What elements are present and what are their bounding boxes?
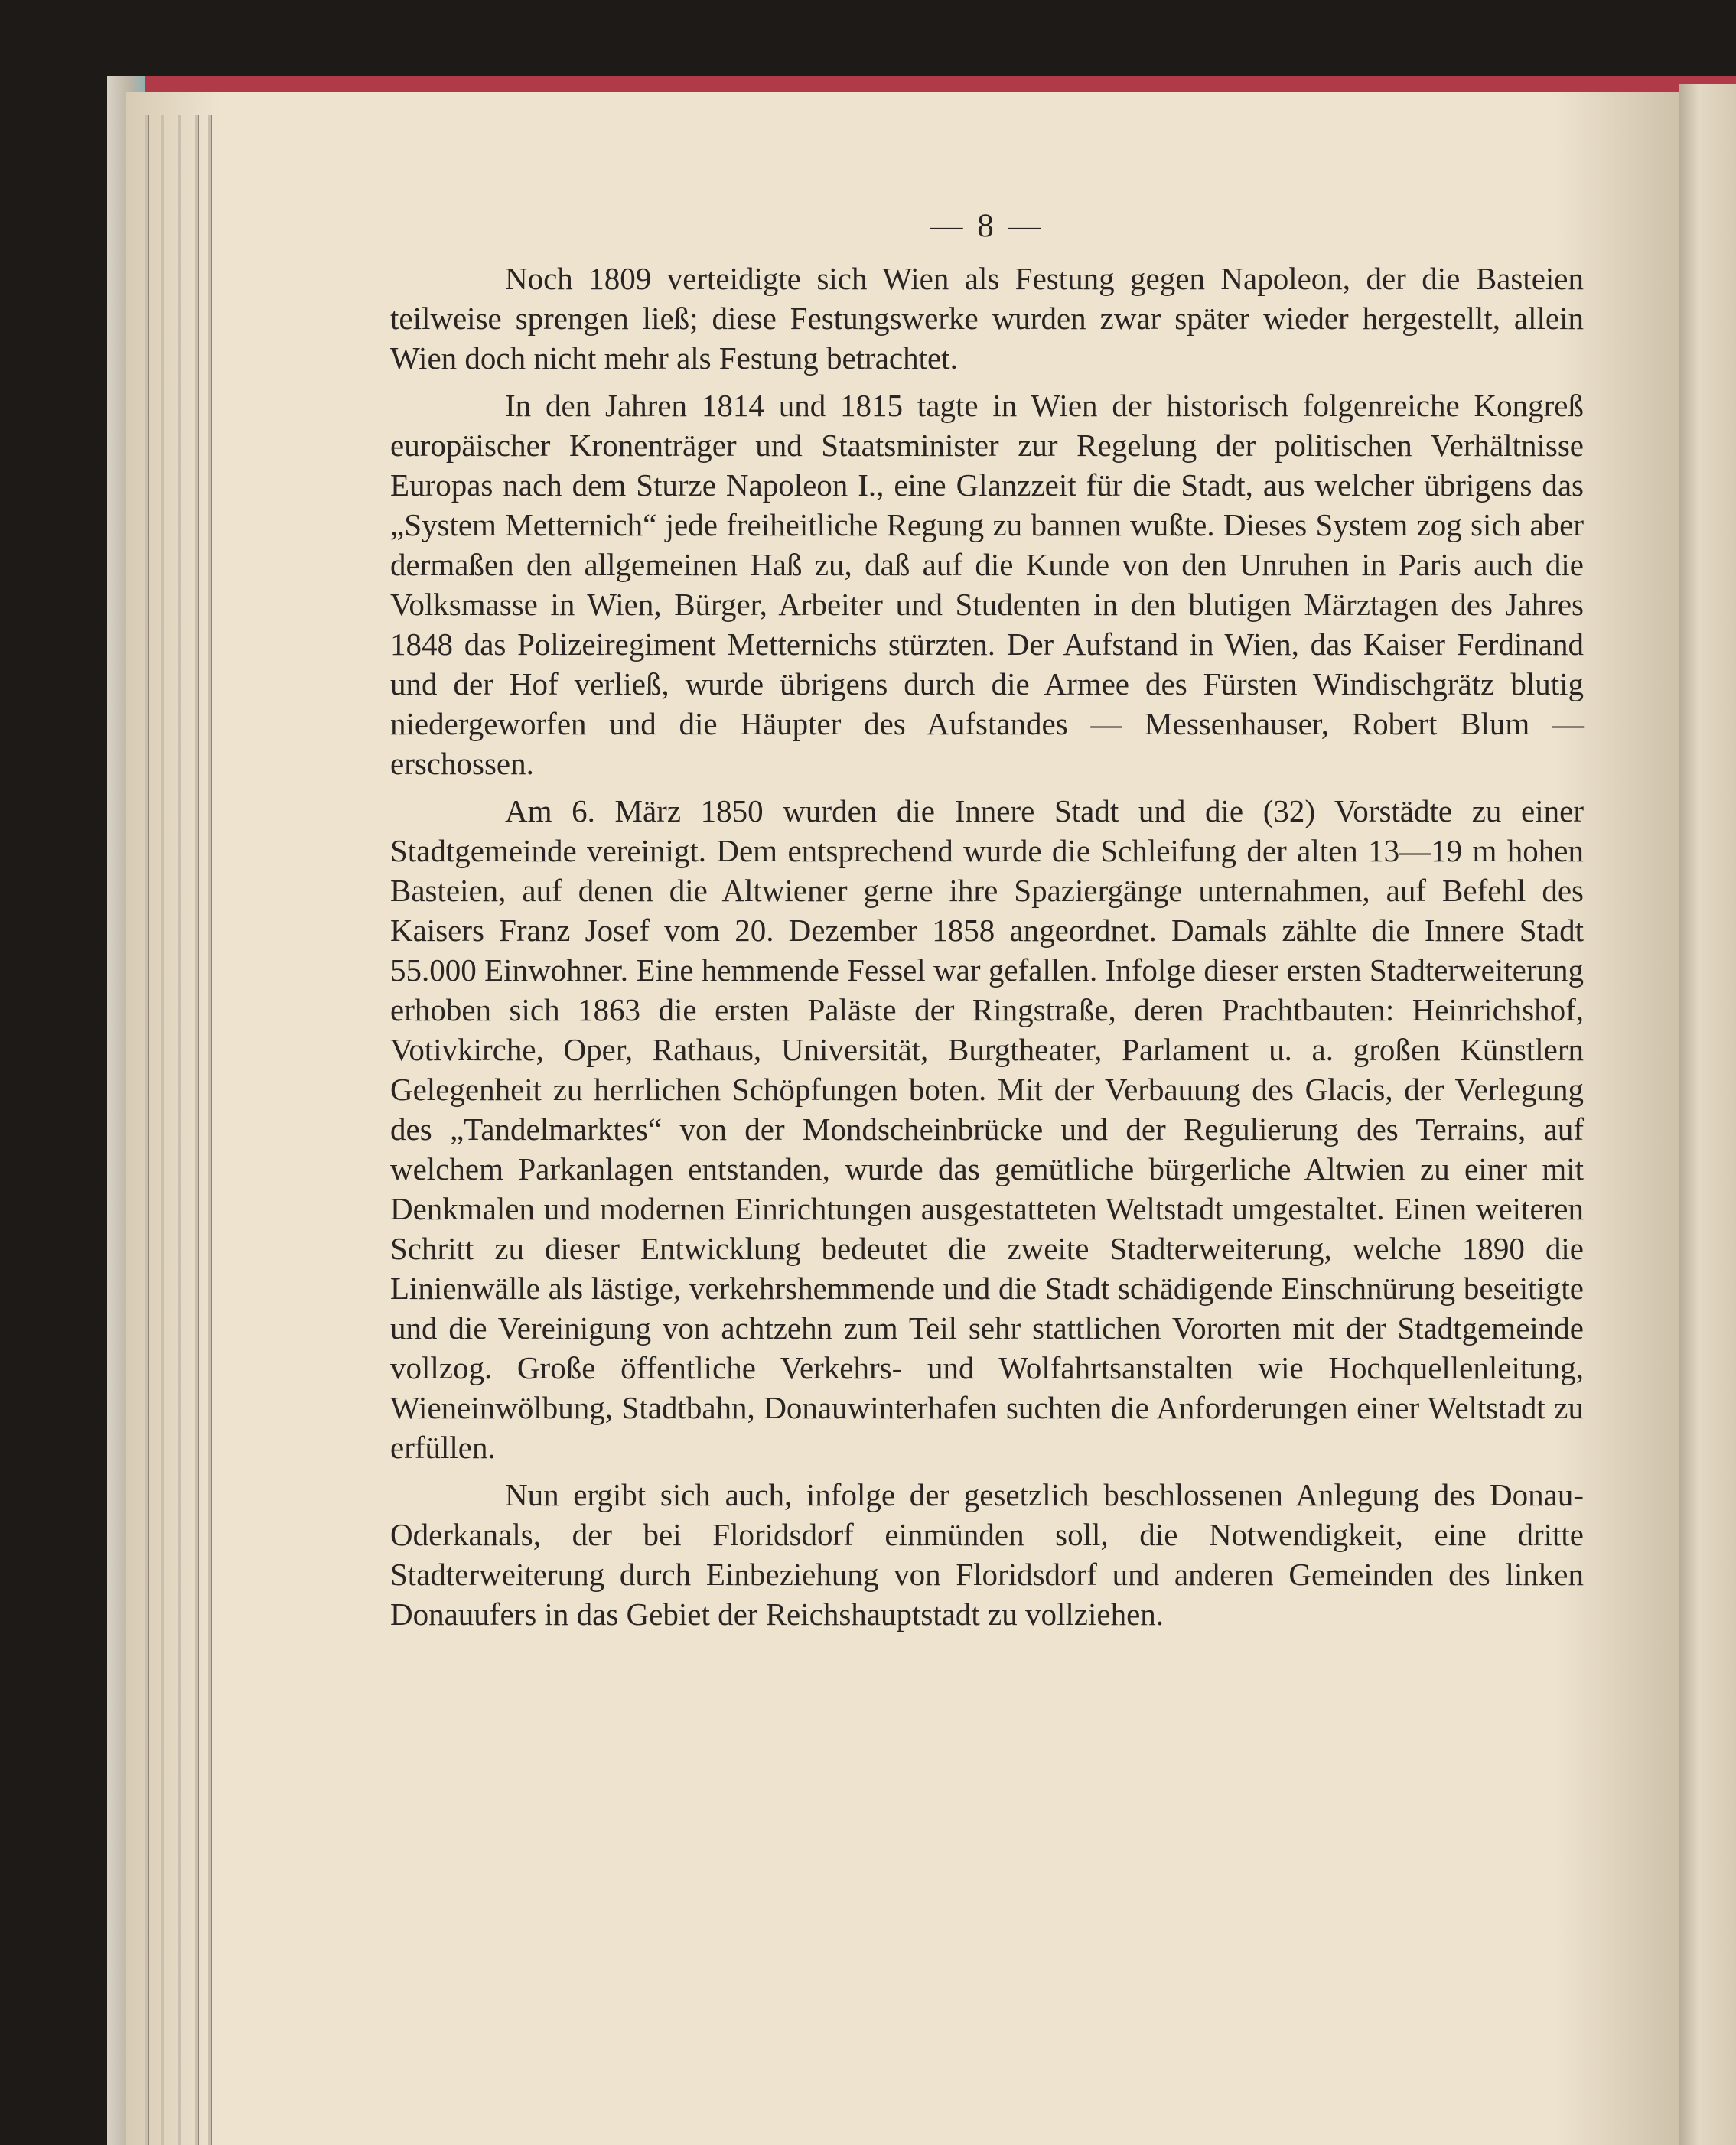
page-edge bbox=[208, 115, 212, 2145]
paragraph: In den Jahren 1814 und 1815 tagte in Wien der historisch folgenreiche Kongreß europäischer Kronenträger und Staatsminister zur Regelung der politischen Verhältnisse Europas nach dem Sturze Napoleon I., eine Glanzzeit für die Stadt, aus welcher übrigens das „System Metternich“ jede freiheitliche Regung zu bannen wußte. Dieses System zog sich aber dermaßen den allgemeinen Haß zu, daß auf die Kunde von den Unruhen in Paris auch die Volksmasse in Wien, Bürger, Arbeiter und Studenten in den blutigen Märztagen des Jahres 1848 das Polizeiregiment Metternichs stürzten. Der Aufstand in Wien, das Kaiser Ferdinand und der Hof verließ, wurde übrigens durch die Armee des Fürsten Windischgrätz blutig niedergeworfen und die Häupter des Aufstandes — Messenhauser, Robert Blum — erschossen. bbox=[390, 388, 1584, 781]
paragraph: Noch 1809 verteidigte sich Wien als Festung gegen Napoleon, der die Basteien teilweise sprengen ließ; diese Festungswerke wurden zwar später wieder hergestellt, allein Wien doch nicht mehr als Festung betrachtet. bbox=[390, 261, 1584, 376]
page-edge bbox=[161, 115, 164, 2145]
page-edge bbox=[195, 115, 199, 2145]
page-edge bbox=[145, 115, 149, 2145]
page-text bbox=[390, 207, 1584, 1642]
book-gutter bbox=[1679, 84, 1736, 2145]
page-number: — 8 — bbox=[930, 208, 1044, 244]
paragraph: Am 6. März 1850 wurden die Innere Stadt und die (32) Vorstädte zu einer Stadtgemeinde vereinigt. Dem entsprechend wurde die Schleifung der alten 13—19 m hohen Basteien, auf denen die Altwiener gerne ihre Spaziergänge unternahmen, auf Befehl des Kaisers Franz Josef vom 20. Dezember 1858 angeordnet. Damals zählte die Innere Stadt 55.000 Einwohner. Eine hemmende Fessel war gefallen. Infolge dieser ersten Stadterweiterung erhoben sich 1863 die ersten Paläste der Ringstraße, deren Prachtbauten: Heinrichshof, Votivkirche, Oper, Rathaus, Universität, Burgtheater, Parlament u. a. großen Künstlern Gelegenheit zu herrlichen Schöpfungen boten. Mit der Verbauung des Glacis, der Verlegung des „Tandelmarktes“ von der Mondscheinbrücke und der Regulierung des Terrains, auf welchem Parkanlagen entstanden, wurde das gemütliche bürgerliche Altwien zu einer mit Denkmalen und modernen Einrichtungen ausgestatteten Weltstadt umgestaltet. Einen weiteren Schritt zu dieser Entwicklung bedeutet die zweite Stadterweiterung, welche 1890 die Linienwälle als lästige, verkehrshemmende und die Stadt schädigende Einschnürung beseitigte und die Vereinigung von achtzehn zum Teil sehr stattlichen Vororten mit der Stadtgemeinde vollzog. Große öffentliche Verkehrs- und Wolfahrtsanstalten wie Hochquellenleitung, Wieneinwölbung, Stadtbahn, Donauwinterhafen suchten die Anforderungen einer Weltstadt zu erfüllen. bbox=[390, 793, 1584, 1465]
paragraph: Nun ergibt sich auch, infolge der gesetzlich beschlossenen Anlegung des Donau-Oderkanals, der bei Floridsdorf einmünden soll, die Notwendigkeit, eine dritte Stadterweiterung durch Einbeziehung von Floridsdorf und anderen Gemeinden des linken Donauufers in das Gebiet der Reichshauptstadt zu vollziehen. bbox=[390, 1477, 1584, 1632]
page-edge bbox=[178, 115, 181, 2145]
